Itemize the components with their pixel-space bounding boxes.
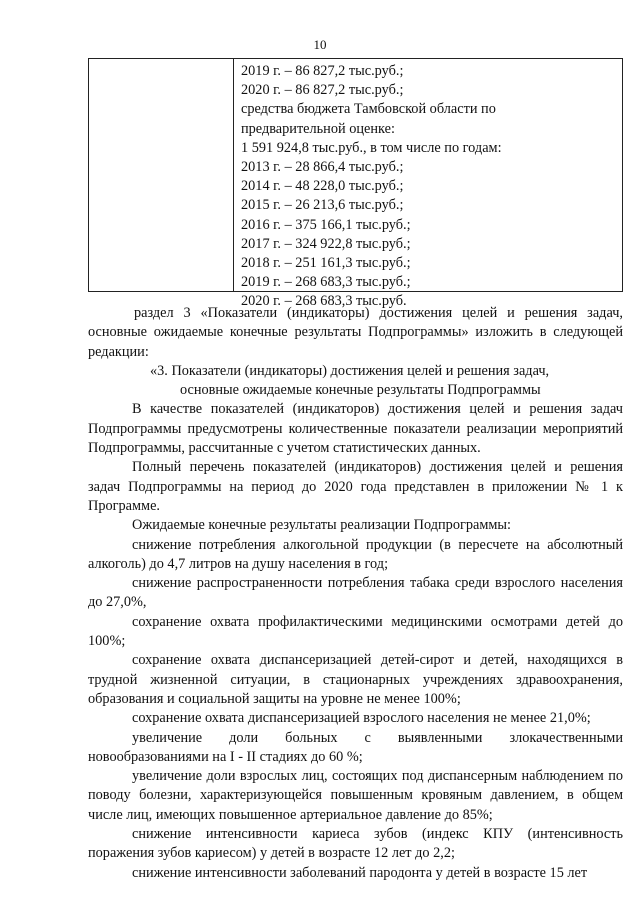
funding-line: 2016 г. – 375 166,1 тыс.руб.; — [241, 216, 411, 233]
document-body — [88, 304, 623, 883]
section-heading-line1: «3. Показатели (индикаторы) достижения целей и решения задач, — [150, 362, 550, 379]
result-item: увеличение доли взрослых лиц, состоящих под диспансерным наблюдением по поводу болезни, характеризующейся повышенным кровяным давлением, в общем числе лиц, имеющих повышенное артериальное давление до 85%; — [88, 768, 623, 823]
funding-line: 2015 г. – 26 213,6 тыс.руб.; — [241, 197, 404, 214]
funding-line: средства бюджета Тамбовской области по — [241, 101, 496, 118]
funding-line: 2014 г. – 48 228,0 тыс.руб.; — [241, 178, 404, 195]
funding-line: предварительной оценке: — [241, 120, 395, 137]
result-item: снижение интенсивности заболеваний пародонта у детей в возрасте 15 лет — [132, 864, 588, 881]
table-column-divider — [233, 59, 234, 291]
paragraph: Ожидаемые конечные результаты реализации Подпрограммы: — [132, 517, 511, 534]
funding-line: 2019 г. – 268 683,3 тыс.руб.; — [241, 274, 411, 291]
funding-line: 1 591 924,8 тыс.руб., в том числе по годам: — [241, 139, 502, 156]
result-item: увеличение доли больных с выявленными злокачественными новообразованиями на I - II стадиях до 60 %; — [88, 729, 623, 765]
result-item: снижение интенсивности кариеса зубов (индекс КПУ (интенсивность поражения зубов кариесом) у детей в возрасте 12 лет до 2,2; — [88, 826, 623, 862]
funding-line: 2018 г. – 251 161,3 тыс.руб.; — [241, 255, 411, 272]
funding-line: 2013 г. – 28 866,4 тыс.руб.; — [241, 159, 404, 176]
intro-paragraph: раздел 3 «Показатели (индикаторы) достижения целей и решения задач, основные ожидаемые конечные результаты Подпрограммы» изложить в следующей редакции: — [88, 305, 623, 360]
funding-lines — [241, 62, 621, 312]
funding-table — [88, 58, 623, 310]
page-number: 10 — [313, 37, 327, 52]
funding-line: 2017 г. – 324 922,8 тыс.руб.; — [241, 235, 411, 252]
funding-line: 2020 г. – 86 827,2 тыс.руб.; — [241, 82, 404, 99]
section-heading-line2: основные ожидаемые конечные результаты Подпрограммы — [180, 382, 541, 399]
result-item: сохранение охвата диспансеризацией взрослого населения не менее 21,0%; — [132, 710, 591, 727]
result-item: сохранение охвата диспансеризацией детей-сирот и детей, находящихся в трудной жизненной ситуации, в стационарных учреждениях здравоохранения, образования и социальной защиты на уровне не менее 100%; — [88, 652, 623, 707]
funding-line: 2019 г. – 86 827,2 тыс.руб.; — [241, 63, 404, 79]
funding-line: 2020 г. – 268 683,3 тыс.руб. — [241, 293, 407, 310]
result-item: снижение распространенности потребления табака среди взрослого населения до 27,0%, — [88, 575, 623, 611]
result-item: снижение потребления алкогольной продукции (в пересчете на абсолютный алкоголь) до 4,7 литров на душу населения в год; — [88, 536, 623, 572]
paragraph: Полный перечень показателей (индикаторов) достижения целей и решения задач Подпрограммы на период до 2020 года представлен в приложении № 1 к Программе. — [88, 459, 623, 514]
result-item: сохранение охвата профилактическими медицинскими осмотрами детей до 100%; — [88, 613, 623, 650]
paragraph: В качестве показателей (индикаторов) достижения целей и решения задач Подпрограммы предусмотрены количественные показатели реализации мероприятий Подпрограммы, рассчитанные с учетом статистических данных. — [88, 401, 623, 457]
